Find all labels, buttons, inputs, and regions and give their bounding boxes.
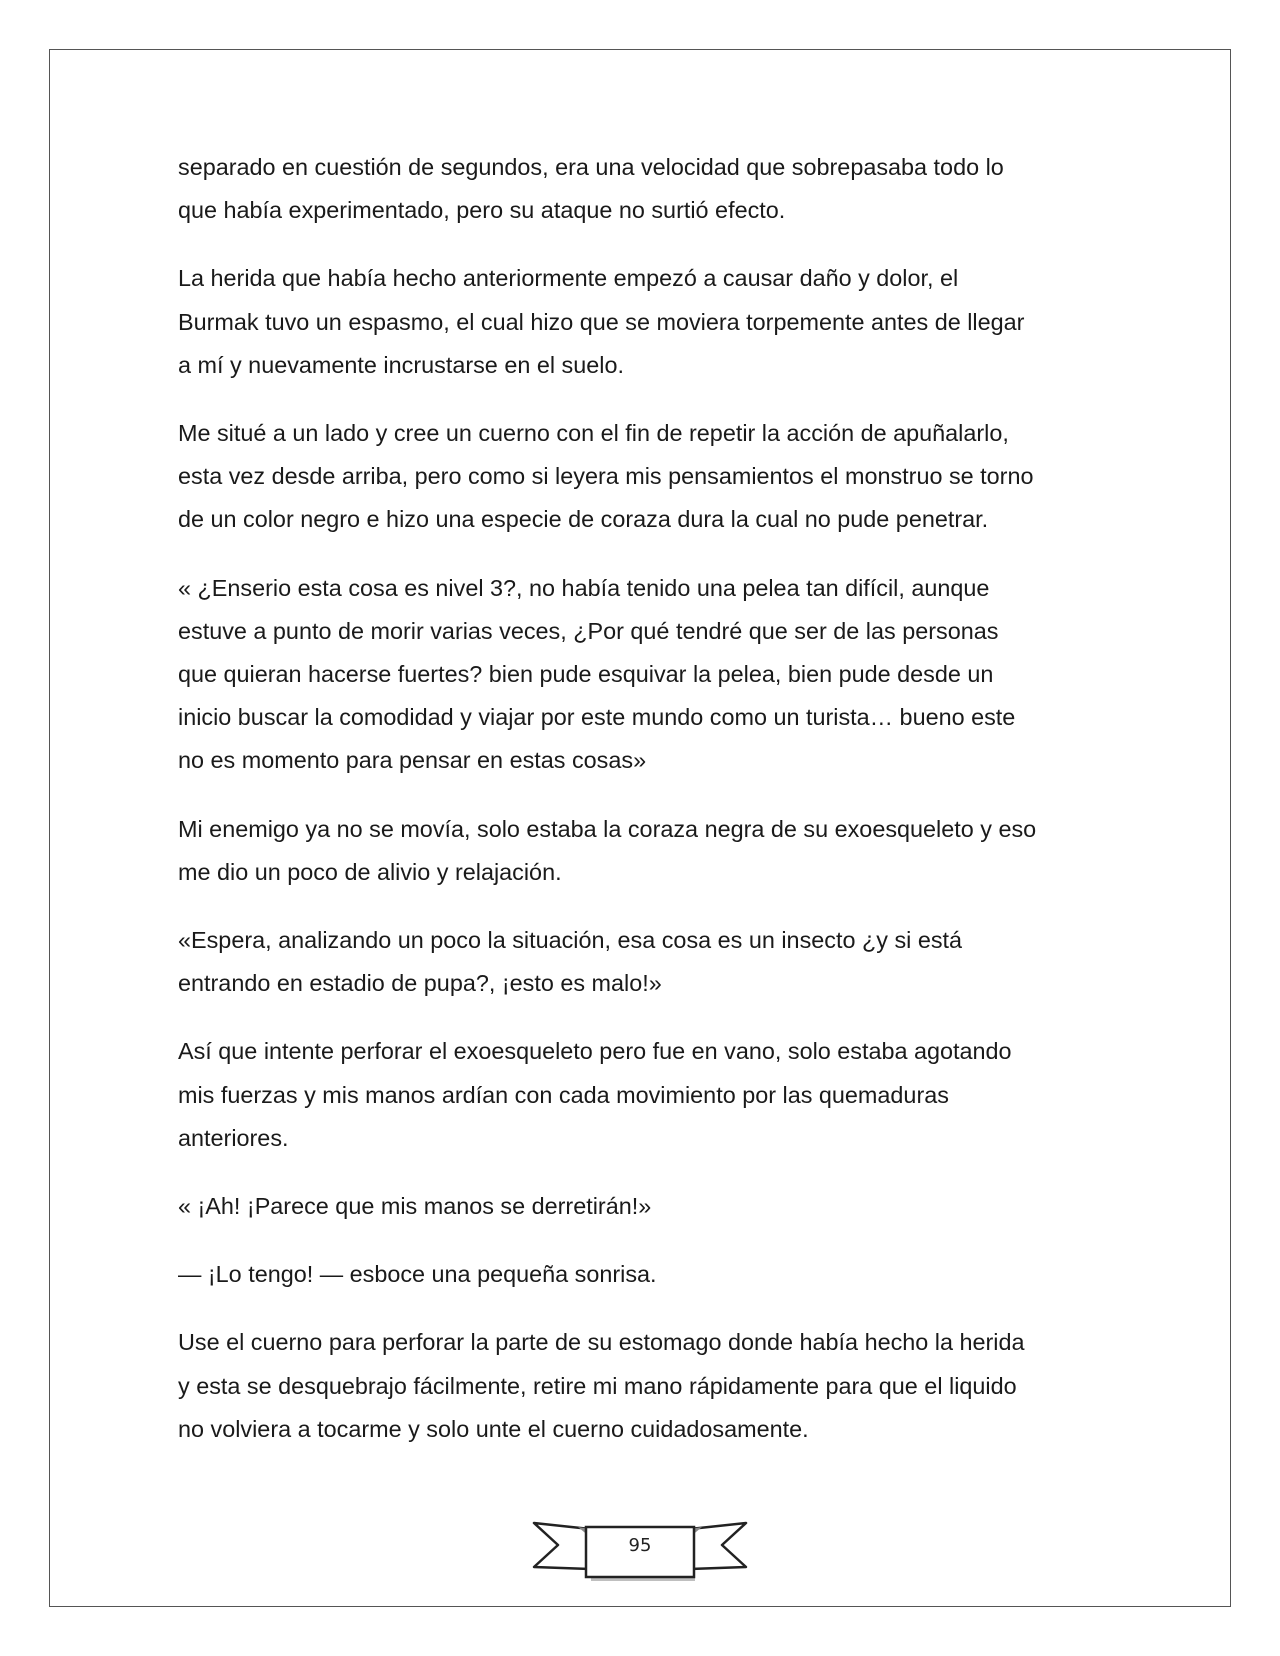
paragraph: — ¡Lo tengo! — esboce una pequeña sonrisa. — [178, 1261, 657, 1288]
paragraph: Mi enemigo ya no se movía, solo estaba la coraza negra de su exoesqueleto y eso me dio un poco de alivio y relajación. — [178, 815, 1037, 885]
paragraph: La herida que había hecho anteriormente empezó a causar daño y dolor, el Burmak tuvo un espasmo, el cual hizo que se moviera torpemente antes de llegar a mí y nuevamente incrustarse en el suelo. — [178, 265, 1025, 378]
body-text — [178, 146, 1118, 1476]
paragraph: « ¿Enserio esta cosa es nivel 3?, no había tenido una pelea tan difícil, aunque estuve a punto de morir varias veces, ¿Por qué tendré que ser de las personas que quieran hacerse fuertes? bien pude esquivar la pelea, bien pude desde un inicio buscar la comodidad y viajar por este mundo como un turista… bueno este no es momento para pensar en estas cosas» — [178, 574, 1016, 774]
paragraph: « ¡Ah! ¡Parece que mis manos se derretirán!» — [178, 1193, 652, 1220]
page-number-ribbon — [528, 1515, 752, 1585]
paragraph: Así que intente perforar el exoesqueleto pero fue en vano, solo estaba agotando mis fuerzas y mis manos ardían con cada movimiento por las quemaduras anteriores. — [178, 1038, 1012, 1151]
paragraph: Me situé a un lado y cree un cuerno con el fin de repetir la acción de apuñalarlo, esta vez desde arriba, pero como si leyera mis pensamientos el monstruo se torno de un color negro e hizo una especie de coraza dura la cual no pude penetrar. — [178, 420, 1034, 533]
paragraph: «Espera, analizando un poco la situación, esa cosa es un insecto ¿y si está entrando en estadio de pupa?, ¡esto es malo!» — [178, 927, 963, 997]
paragraph: separado en cuestión de segundos, era una velocidad que sobrepasaba todo lo que había experimentado, pero su ataque no surtió efecto. — [178, 154, 1004, 224]
paragraph: Use el cuerno para perforar la parte de su estomago donde había hecho la herida y esta se desquebrajo fácilmente, retire mi mano rápidamente para que el liquido no volviera a tocarme y solo unte el cuerno cuidadosamente. — [178, 1329, 1025, 1442]
page-number: 95 — [628, 1535, 652, 1556]
